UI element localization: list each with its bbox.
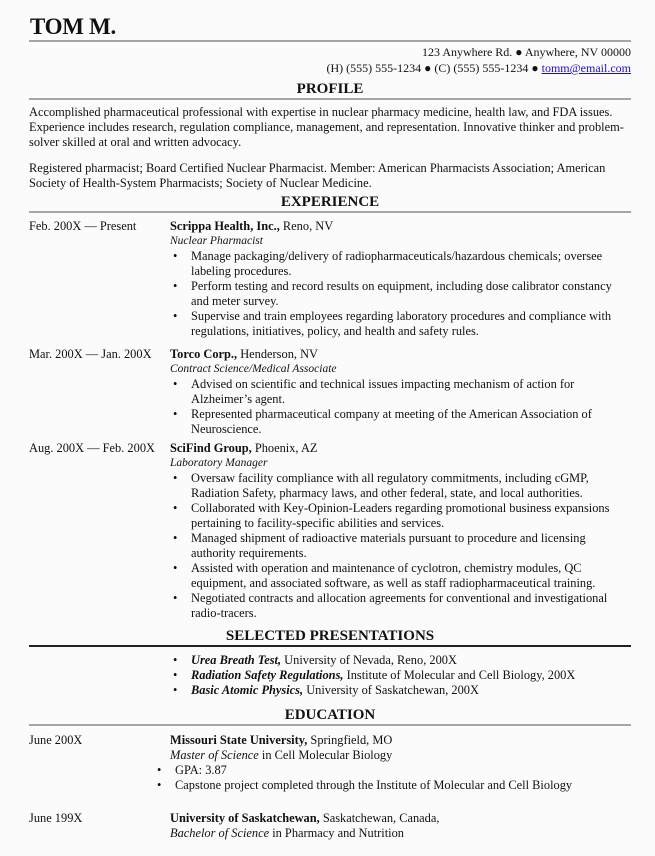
presentation-item: [170, 683, 631, 698]
bullet-text: Assisted with operation and maintenance of cyclotron, chemistry modules, QC equipment, and associated software, as well as staff radiopharmaceutical training.: [191, 561, 596, 590]
bullet-icon: •: [157, 778, 162, 792]
section-title-profile: PROFILE: [296, 81, 364, 97]
bullet-text: Negotiated contracts and allocation agreements for conventional and investigational radio-tracers.: [191, 591, 608, 620]
school-location: Saskatchewan, Canada,: [319, 811, 440, 825]
bullet-icon: •: [173, 471, 178, 485]
bullet-icon: •: [173, 407, 178, 421]
bullet-item: [170, 249, 631, 279]
section-title-presentations: SELECTED PRESENTATIONS: [225, 628, 435, 644]
bullet-text: Collaborated with Key-Opinion-Leaders regarding promotional business expansions pertaining to facility-specific abilities and services.: [191, 501, 610, 530]
profile-credentials: Registered pharmacist; Board Certified Nuclear Pharmacist. Member: American Pharmacists Association; American Society of Health-System Pharmacists; Society of Nuclear Medicine.: [29, 161, 606, 190]
bullet-text: Capstone project completed through the Institute of Molecular and Cell Biology: [175, 778, 573, 792]
school-name: University of Saskatchewan,: [170, 811, 320, 825]
presentations-divider: [29, 645, 631, 647]
job-company-line: [170, 441, 631, 456]
bullet-icon: •: [173, 309, 178, 323]
degree-name: Master of Science: [170, 748, 259, 762]
experience-divider: [29, 211, 631, 213]
job-role: Laboratory Manager: [170, 457, 268, 469]
company-name: Scrippa Health, Inc.,: [170, 219, 280, 233]
bullet-icon: •: [173, 501, 178, 515]
job-entry: [29, 347, 631, 437]
bullet-item: [170, 501, 631, 531]
phone-numbers: (H) (555) 555-1234 ● (C) (555) 555-1234 ●: [326, 61, 542, 75]
degree-field: in Cell Molecular Biology: [258, 748, 393, 762]
job-role: Contract Science/Medical Associate: [170, 363, 337, 375]
school-line: [170, 811, 631, 826]
job-dates: Feb. 200X — Present: [29, 219, 137, 233]
school-location: Springfield, MO: [307, 733, 393, 747]
presentations-list: [170, 653, 631, 698]
education-bullets: [154, 763, 631, 793]
presentation-venue: University of Nevada, Reno, 200X: [281, 653, 457, 667]
bullet-icon: •: [173, 591, 178, 605]
section-title-education: EDUCATION: [284, 707, 376, 723]
bullet-icon: •: [173, 279, 178, 293]
degree-line: [170, 748, 631, 763]
degree-line: [170, 826, 631, 841]
company-location: Phoenix, AZ: [251, 441, 318, 455]
bullet-text: Managed shipment of radioactive materials pursuant to procedure and licensing authority requirements.: [191, 531, 586, 560]
header-divider: [29, 40, 631, 42]
job-entry: [29, 219, 631, 339]
degree-field: in Pharmacy and Nutrition: [269, 826, 404, 840]
education-entry: [29, 811, 631, 841]
bullet-text: Perform testing and record results on equipment, including dose calibrator constancy and meter survey.: [191, 279, 612, 308]
bullet-icon: •: [173, 561, 178, 575]
education-date: June 200X: [29, 733, 83, 747]
job-entry: [29, 441, 631, 621]
education-entry: [29, 733, 631, 793]
company-name: Torco Corp.,: [170, 347, 238, 361]
job-dates: Mar. 200X — Jan. 200X: [29, 347, 152, 361]
bullet-item: [154, 778, 631, 793]
school-name: Missouri State University,: [170, 733, 308, 747]
education-date: June 199X: [29, 811, 83, 825]
contact-address: 123 Anywhere Rd. ● Anywhere, NV 00000: [421, 45, 631, 59]
company-location: Reno, NV: [279, 219, 334, 233]
school-line: [170, 733, 631, 748]
bullet-item: [170, 561, 631, 591]
job-company-line: [170, 347, 631, 362]
contact-phones: [326, 61, 631, 76]
bullet-item: [170, 407, 631, 437]
presentation-venue: University of Saskatchewan, 200X: [303, 683, 479, 697]
bullet-icon: •: [157, 763, 162, 777]
job-role: Nuclear Pharmacist: [170, 235, 263, 247]
degree-name: Bachelor of Science: [170, 826, 270, 840]
presentation-venue: Institute of Molecular and Cell Biology, 200X: [343, 668, 576, 682]
bullet-item: [170, 591, 631, 621]
job-bullets: [170, 377, 631, 437]
bullet-icon: •: [173, 531, 178, 545]
education-divider: [29, 724, 631, 726]
candidate-name: TOM M.: [30, 14, 116, 39]
bullet-icon: •: [173, 683, 178, 697]
bullet-text: Advised on scientific and technical issues impacting mechanism of action for Alzheimer’s agent.: [191, 377, 575, 406]
job-dates: Aug. 200X — Feb. 200X: [29, 441, 155, 455]
presentation-title: Urea Breath Test,: [191, 653, 282, 667]
bullet-item: [170, 471, 631, 501]
bullet-text: Represented pharmaceutical company at meeting of the American Association of Neuroscience.: [191, 407, 592, 436]
presentation-item: [170, 653, 631, 668]
job-bullets: [170, 249, 631, 339]
bullet-item: [170, 279, 631, 309]
bullet-text: Manage packaging/delivery of radiopharmaceuticals/hazardous chemicals; oversee labeling procedures.: [191, 249, 603, 278]
job-company-line: [170, 219, 631, 234]
bullet-text: Supervise and train employees regarding laboratory procedures and compliance with regulations, initiatives, policy, and health and safety rules.: [191, 309, 612, 338]
bullet-text: Oversaw facility compliance with all regulatory commitments, including cGMP, Radiation Safety, pharmacy laws, and other federal, state, and local authorities.: [191, 471, 589, 500]
presentation-title: Basic Atomic Physics,: [191, 683, 304, 697]
bullet-item: [170, 309, 631, 339]
company-location: Henderson, NV: [237, 347, 318, 361]
bullet-icon: •: [173, 377, 178, 391]
profile-divider: [29, 98, 631, 100]
job-bullets: [170, 471, 631, 621]
bullet-item: [170, 377, 631, 407]
profile-summary: Accomplished pharmaceutical professional with expertise in nuclear pharmacy medicine, health law, and FDA issues. Experience includes research, regulation compliance, management, and representation. Innovative thinker and problem-solver skilled at oral and written advocacy.: [29, 105, 624, 149]
bullet-icon: •: [173, 653, 178, 667]
company-name: SciFind Group,: [170, 441, 252, 455]
bullet-item: [154, 763, 631, 778]
email-link[interactable]: tomm@email.com: [541, 61, 631, 75]
section-title-experience: EXPERIENCE: [280, 194, 380, 210]
bullet-icon: •: [173, 668, 178, 682]
presentation-item: [170, 668, 631, 683]
bullet-text: GPA: 3.87: [175, 763, 227, 777]
presentation-title: Radiation Safety Regulations,: [191, 668, 344, 682]
bullet-icon: •: [173, 249, 178, 263]
bullet-item: [170, 531, 631, 561]
